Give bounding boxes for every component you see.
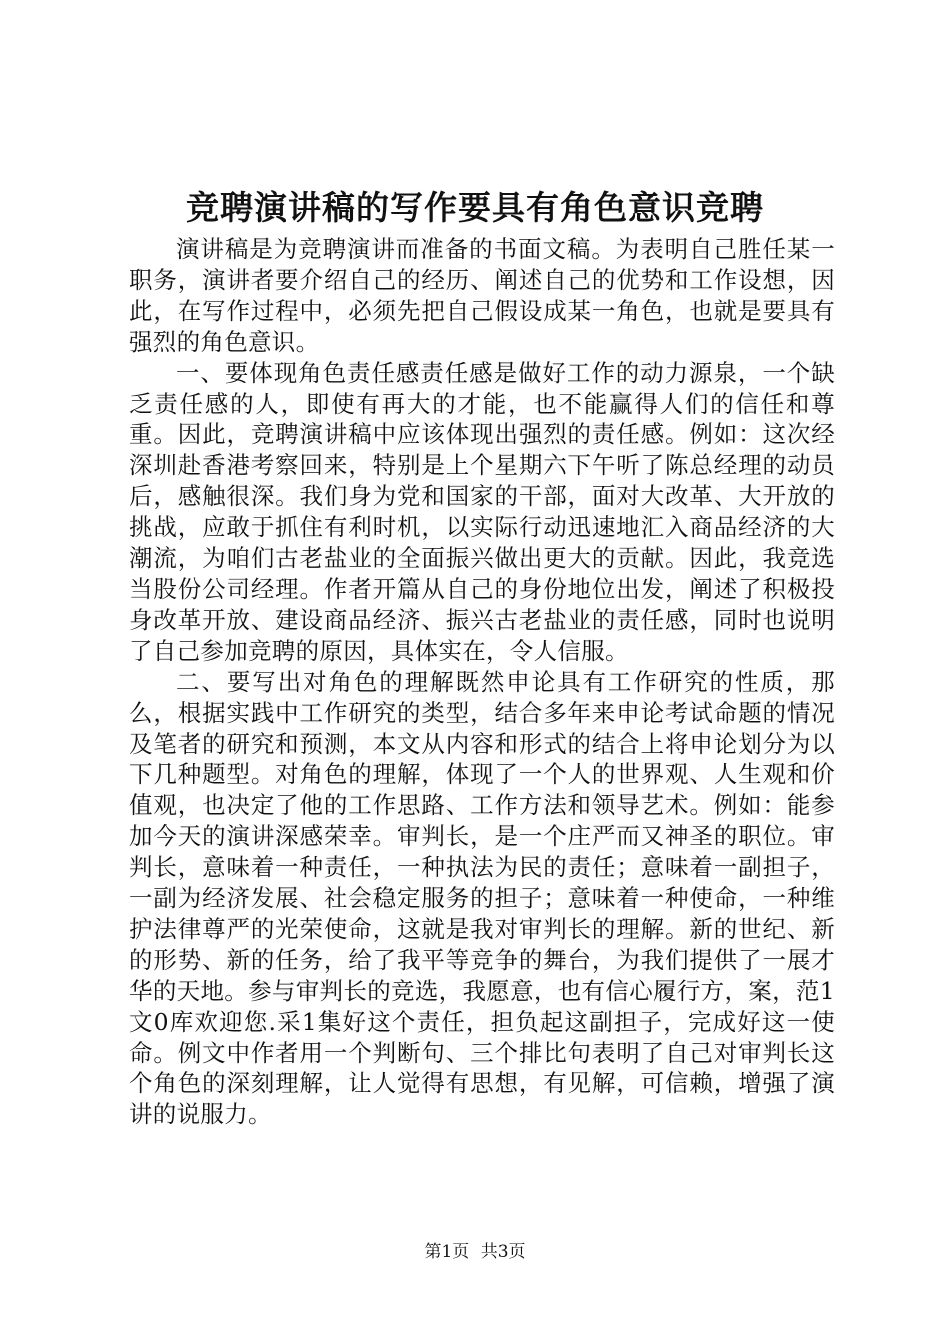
body-paragraph: 一、要体现角色责任感责任感是做好工作的动力源泉，一个缺乏责任感的人，即使有再大的才能，也不能赢得人们的信任和尊重。因此，竞聘演讲稿中应该体现出强烈的责任感。例如：这次经深圳赴香港考察回来，特别是上个星期六下午听了陈总经理的动员后，感触很深。我们身为党和国家的干部，面对大改革、大开放的挑战，应敢于抓住有利时机，以实际行动迅速地汇入商品经济的大潮流，为咱们古老盐业的全面振兴做出更大的贡献。因此，我竞选当股份公司经理。作者开篇从自己的身份地位出发，阐述了积极投身改革开放、建设商品经济、振兴古老盐业的责任感，同时也说明了自己参加竞聘的原因，具体实在，令人信服。 — [129, 358, 835, 665]
page-number-current: 第1页 — [424, 1242, 470, 1262]
body-paragraph: 演讲稿是为竞聘演讲而准备的书面文稿。为表明自己胜任某一职务，演讲者要介绍自己的经历、阐述自己的优势和工作设想，因此，在写作过程中，必须先把自己假设成某一角色，也就是要具有强烈的角色意识。 — [129, 235, 835, 356]
document-body — [129, 234, 835, 1130]
page-footer — [0, 1240, 950, 1264]
body-paragraph: 二、要写出对角色的理解既然申论具有工作研究的性质，那么，根据实践中工作研究的类型，结合多年来申论考试命题的情况及笔者的研究和预测，本文从内容和形式的结合上将申论划分为以下几种题型。对角色的理解，体现了一个人的世界观、人生观和价值观，也决定了他的工作思路、工作方法和领导艺术。例如：能参加今天的演讲深感荣幸。审判长，是一个庄严而又神圣的职位。审判长，意味着一种责任，一种执法为民的责任；意味着一副担子，一副为经济发展、社会稳定服务的担子；意味着一种使命，一种维护法律尊严的光荣使命，这就是我对审判长的理解。新的世纪、新的形势、新的任务，给了我平等竞争的舞台，为我们提供了一展才华的天地。参与审判长的竞选，我愿意，也有信心履行方，案，范1文0库欢迎您.采1集好这个责任，担负起这副担子，完成好这一使命。例文中作者用一个判断句、三个排比句表明了自己对审判长这个角色的深刻理解，让人觉得有思想，有见解，可信赖，增强了演讲的说服力。 — [129, 667, 835, 1129]
document-title: 竞聘演讲稿的写作要具有角色意识竞聘 — [186, 188, 764, 227]
page-number-total: 共3页 — [480, 1242, 526, 1262]
